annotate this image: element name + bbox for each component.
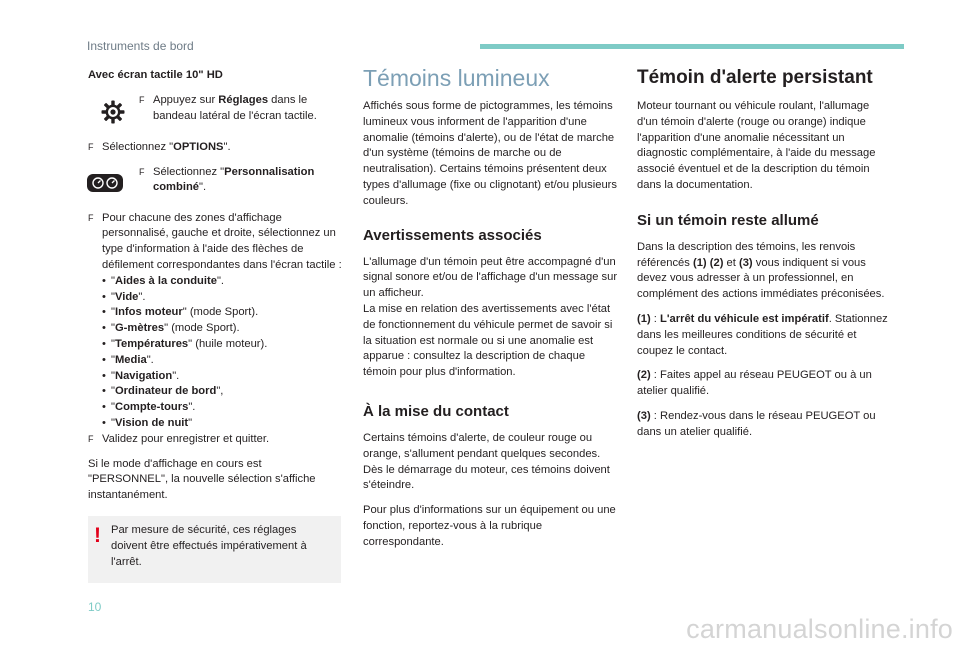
safety-warning-box — [88, 516, 341, 583]
step-zones: F Pour chacune des zones d'affichage personnalisé, gauche et droite, sélectionnez un type d'information à l'aide des flèches de défilement correspondantes dans l'écran tactile : • "Aides à la conduite". • "Vide". • "Infos moteur" (mode Sport). • "G-mètres" (mode Sport). • "Températures" (huile moteur). • "Media". • "Navigation". • "Ordinateur de bord", • "Compte-tours". • "Vision de nuit" — [88, 211, 343, 432]
list-item: • "Ordinateur de bord", — [102, 384, 343, 400]
section-subhead: Avec écran tactile 10" HD — [88, 69, 223, 81]
gear-icon — [93, 93, 133, 131]
paragraph: Certains témoins d'alerte, de couleur rouge ou orange, s'allument pendant quelques secondes. Dès le démarrage du moteur, ces témoins doivent s'éteindre. — [363, 431, 610, 492]
list-item: • "Infos moteur" (mode Sport). — [102, 305, 343, 321]
column-warning-lamps — [363, 64, 618, 551]
list-item: • "Media". — [102, 353, 343, 369]
header-title: Instruments de bord — [87, 39, 194, 53]
section-title: Témoins lumineux — [363, 65, 550, 91]
step-text: Appuyez sur Réglages dans le bandeau latéral de l'écran tactile. — [153, 93, 317, 122]
column-persistent-warning — [637, 64, 892, 441]
page-number: 10 — [88, 600, 102, 614]
paragraph: La mise en relation des avertissements avec l'état de fonctionnement du véhicule permet de savoir si la situation est normale ou si une anomalie est apparue : consultez la description de chaque témoin pour plus d'information. — [363, 302, 613, 379]
arrow-marker-icon: F — [88, 433, 94, 444]
list-item: • "Navigation". — [102, 369, 343, 385]
note-3: (3) : Rendez-vous dans le réseau PEUGEOT ou dans un atelier qualifié. — [637, 409, 876, 438]
list-item: • "Aides à la conduite". — [102, 274, 343, 290]
paragraph: Pour plus d'informations sur un équipement ou une fonction, reportez-vous à la rubrique correspondante. — [363, 504, 616, 548]
heading-associated-warnings: Avertissements associés — [363, 226, 542, 244]
intro-paragraph: Affichés sous forme de pictogrammes, les témoins lumineux vous informent de l'apparition d'une anomalie (témoins d'alerte), ou de l'état de marche d'un système (témoins de marche ou de neutralisation). Certains témoins présentent deux types d'allumage (fixe ou clignotant) et/ou plusieurs couleurs. — [363, 100, 617, 207]
arrow-marker-icon: F — [88, 141, 94, 152]
heading-ignition: À la mise du contact — [363, 402, 509, 420]
intro-paragraph: Moteur tournant ou véhicule roulant, l'allumage d'un témoin d'alerte (rouge ou orange) indique l'apparition d'une anomalie nécessitant un diagnostic complémentaire, à l'aide du message associé éventuel et de la description du témoin dans la documentation. — [637, 100, 876, 191]
info-type-list — [102, 274, 343, 432]
step-personalisation: F Sélectionnez "Personnalisation combiné". — [88, 165, 343, 201]
step-settings — [88, 93, 343, 131]
list-item: • "Compte-tours". — [102, 400, 343, 416]
list-item: • "Températures" (huile moteur). — [102, 337, 343, 353]
header-accent-bar — [480, 44, 904, 49]
arrow-marker-icon: F — [139, 166, 145, 177]
note-1: (1) : L'arrêt du véhicule est impératif. Stationnez dans les meilleures conditions de sécurité et coupez le contact. — [637, 312, 888, 357]
paragraph: Dans la description des témoins, les renvois référencés (1) (2) et (3) vous indiquent si vous devez vous adresser à un professionnel, en complément des actions immédiates préconisées. — [637, 240, 885, 301]
list-item: • "Vision de nuit" — [102, 416, 343, 432]
column-settings — [88, 68, 343, 583]
step-validate: F Validez pour enregistrer et quitter. — [88, 432, 343, 448]
warning-text: Par mesure de sécurité, ces réglages doivent être effectués impérativement à l'arrêt. — [111, 523, 307, 568]
options-icon — [85, 165, 125, 201]
step-options: F Sélectionnez "OPTIONS". — [88, 140, 343, 156]
list-item: • "G-mètres" (mode Sport). — [102, 321, 343, 337]
exclamation-icon: ! — [94, 523, 101, 547]
arrow-marker-icon: F — [139, 94, 145, 105]
list-item: • "Vide". — [102, 290, 343, 306]
watermark: carmanualsonline.info — [686, 614, 953, 644]
arrow-marker-icon: F — [88, 212, 94, 223]
note-2: (2) : Faites appel au réseau PEUGEOT ou à un atelier qualifié. — [637, 369, 872, 398]
display-mode-note: Si le mode d'affichage en cours est "PERSONNEL", la nouvelle sélection s'affiche instantanément. — [88, 457, 316, 502]
paragraph: L'allumage d'un témoin peut être accompagné d'un signal sonore et/ou de l'affichage d'un message sur un afficheur. — [363, 255, 618, 300]
heading-lamp-stays-on: Si un témoin reste allumé — [637, 211, 819, 229]
section-title: Témoin d'alerte persistant — [637, 67, 873, 88]
